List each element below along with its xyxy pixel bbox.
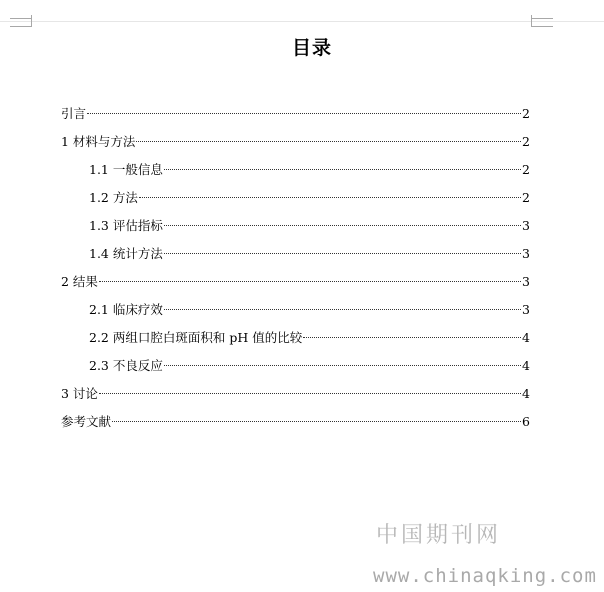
toc-entry[interactable] — [61, 271, 530, 293]
toc-entry-label: 2 结果 — [61, 274, 98, 289]
toc-entry-label: 1 材料与方法 — [61, 134, 136, 149]
toc-entry-page-number: 3 — [522, 218, 530, 233]
toc-entry[interactable] — [89, 355, 530, 377]
toc-entry-page-number: 4 — [522, 330, 530, 345]
toc-entry[interactable] — [89, 215, 530, 237]
toc-entry-label: 1.4 统计方法 — [89, 246, 163, 261]
toc-entry-page-number: 6 — [522, 414, 530, 429]
toc-entry-page-number: 3 — [522, 246, 530, 261]
toc-entry-label: 引言 — [61, 106, 87, 121]
toc-entry[interactable] — [61, 383, 530, 405]
toc-entry-page-number: 4 — [522, 386, 530, 401]
toc-entry-page-number: 2 — [522, 106, 530, 121]
toc-entry[interactable] — [61, 411, 530, 433]
watermark-url: www.chinaqking.com — [373, 565, 597, 587]
toc-entry-page-number: 3 — [522, 302, 530, 317]
toc-dot-leader — [164, 169, 521, 170]
toc-dot-leader — [139, 197, 521, 198]
toc-dot-leader — [136, 141, 521, 142]
margin-corner-mark-left — [10, 15, 32, 27]
toc-dot-leader — [87, 113, 521, 114]
toc-entry-label: 2.2 两组口腔白斑面积和 pH 值的比较 — [89, 330, 303, 345]
toc-entry[interactable] — [89, 327, 530, 349]
toc-title: 目录 — [291, 37, 332, 59]
watermark-site-name: 中国期刊网 — [376, 523, 502, 548]
toc-entry[interactable] — [61, 131, 530, 153]
toc-entry-label: 2.3 不良反应 — [89, 358, 163, 373]
toc-entry-page-number: 2 — [522, 134, 530, 149]
toc-entry[interactable] — [89, 243, 530, 265]
toc-entry-label: 3 讨论 — [61, 386, 98, 401]
toc-entry-label: 参考文献 — [61, 414, 112, 429]
toc-entry[interactable] — [61, 103, 530, 125]
toc-entry-page-number: 4 — [522, 358, 530, 373]
toc-dot-leader — [99, 281, 521, 282]
toc-dot-leader — [303, 337, 521, 338]
toc-entry-label: 2.1 临床疗效 — [89, 302, 163, 317]
margin-corner-mark-right — [531, 15, 553, 27]
toc-dot-leader — [164, 309, 521, 310]
toc-entry-label: 1.3 评估指标 — [89, 218, 163, 233]
page-top-edge — [0, 21, 604, 22]
toc-entry-page-number: 3 — [522, 274, 530, 289]
toc-entry[interactable] — [89, 299, 530, 321]
toc-entry-page-number: 2 — [522, 190, 530, 205]
toc-dot-leader — [99, 393, 521, 394]
toc-entry-label: 1.1 一般信息 — [89, 162, 163, 177]
toc-dot-leader — [164, 253, 521, 254]
toc-dot-leader — [164, 225, 521, 226]
toc-entry-page-number: 2 — [522, 162, 530, 177]
toc-dot-leader — [112, 421, 521, 422]
toc-entry[interactable] — [89, 159, 530, 181]
toc-entry-label: 1.2 方法 — [89, 190, 138, 205]
toc-dot-leader — [164, 365, 521, 366]
toc-entry[interactable] — [89, 187, 530, 209]
